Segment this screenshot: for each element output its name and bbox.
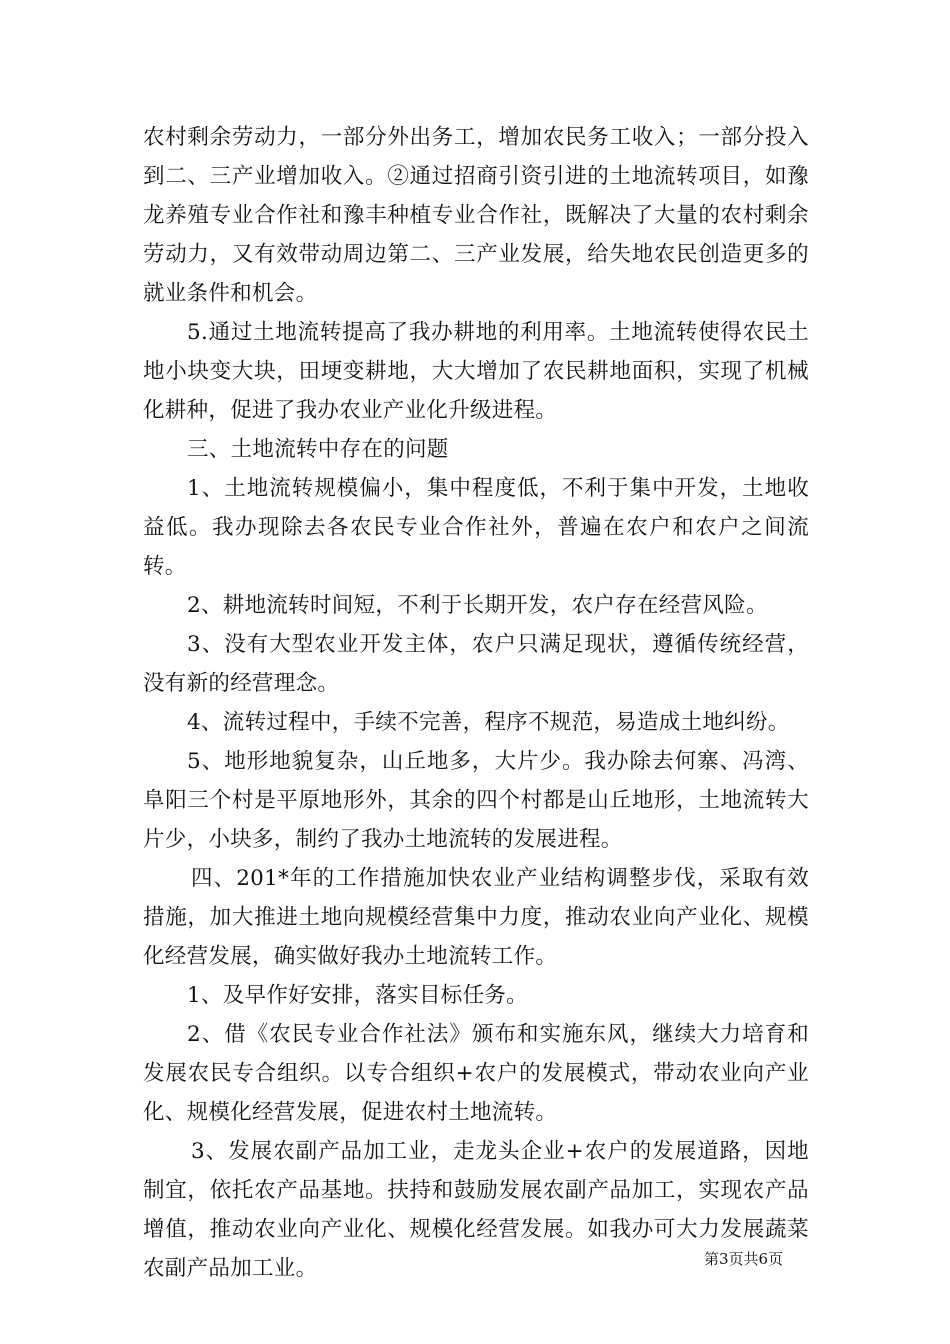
paragraph-labor-continuation: 农村剩余劳动力，一部分外出务工，增加农民务工收入；一部分投入到二、三产业增加收入。②通过招商引资引进的土地流转项目，如豫龙养殖专业合作社和豫丰种植专业合作社，既解决了大量的农村剩余劳动力，又有效带动周边第二、三产业发展，给失地农民创造更多的就业条件和机会。 bbox=[143, 125, 809, 306]
paragraph-measure-2: 2、借《农民专业合作社法》颁布和实施东风，继续大力培育和发展农民专合组织。以专合组织+农户的发展模式，带动农业向产业化、规模化经营发展，促进农村土地流转。 bbox=[143, 1022, 809, 1125]
page-number-footer: 第3页共6页 bbox=[704, 1250, 784, 1268]
paragraph-problem-2: 2、耕地流转时间短，不利于长期开发，农户存在经营风险。 bbox=[187, 593, 768, 618]
paragraph-measure-3: 3、发展农副产品加工业，走龙头企业+农户的发展道路，因地制宜，依托农产品基地。扶持和鼓励发展农副产品加工，实现农产品增值，推动农业向产业化、规模化经营发展。如我办可大力发展蔬菜农副产品加工业。 bbox=[143, 1139, 809, 1281]
paragraph-measure-1: 1、及早作好安排，落实目标任务。 bbox=[187, 983, 528, 1008]
paragraph-utilization: 5.通过土地流转提高了我办耕地的利用率。土地流转使得农民土地小块变大块，田埂变耕地，大大增加了农民耕地面积，实现了机械化耕种，促进了我办农业产业化升级进程。 bbox=[143, 320, 809, 423]
document-body bbox=[143, 118, 809, 1288]
paragraph-problem-1: 1、土地流转规模偏小，集中程度低，不利于集中开发，土地收益低。我办现除去各农民专业合作社外，普遍在农户和农户之间流转。 bbox=[143, 476, 809, 579]
section-heading-measures: 四、201*年的工作措施加快农业产业结构调整步伐，采取有效措施，加大推进土地向规模经营集中力度，推动农业向产业化、规模化经营发展，确实做好我办土地流转工作。 bbox=[143, 866, 809, 969]
paragraph-problem-5: 5、地形地貌复杂，山丘地多，大片少。我办除去何寨、冯湾、阜阳三个村是平原地形外，其余的四个村都是山丘地形，土地流转大片少，小块多，制约了我办土地流转的发展进程。 bbox=[143, 749, 809, 852]
paragraph-problem-3: 3、没有大型农业开发主体，农户只满足现状，遵循传统经营，没有新的经营理念。 bbox=[143, 632, 809, 696]
section-heading-problems: 三、土地流转中存在的问题 bbox=[187, 437, 449, 462]
paragraph-problem-4: 4、流转过程中，手续不完善，程序不规范，易造成土地纠纷。 bbox=[187, 710, 790, 735]
